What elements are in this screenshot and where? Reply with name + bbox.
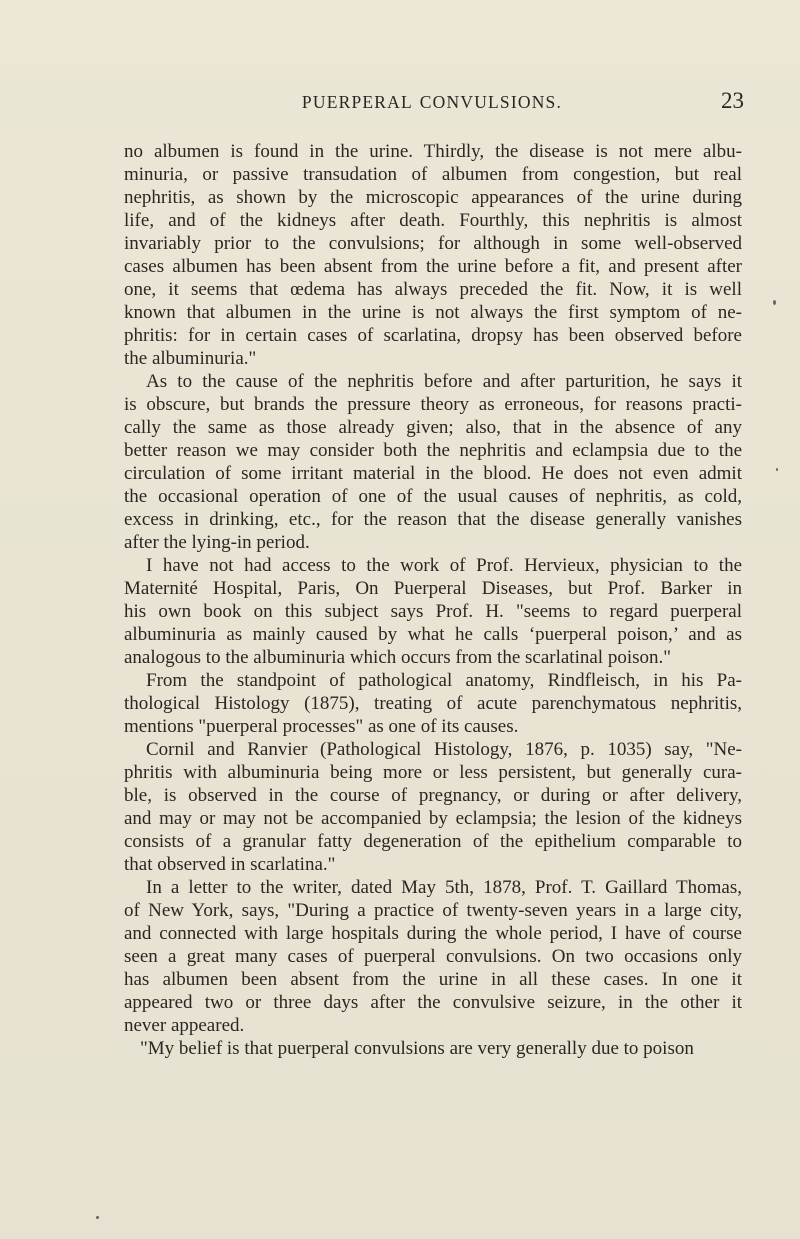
text-line: has albumen been absent from the urine in all these cases. In one it <box>124 969 742 990</box>
text-line: the occasional operation of one of the usual causes of nephritis, as cold, <box>124 486 742 507</box>
text-line: no albumen is found in the urine. Thirdly, the disease is not mere albu- <box>124 141 742 162</box>
text-line: albuminuria as mainly caused by what he calls ‘puerperal poison,’ and as <box>124 624 742 645</box>
text-line: cally the same as those already given; also, that in the absence of any <box>124 417 742 438</box>
running-header <box>124 88 744 116</box>
text-line: life, and of the kidneys after death. Fourthly, this nephritis is almost <box>124 210 742 231</box>
text-line: and connected with large hospitals during the whole period, I have of course <box>124 923 742 944</box>
paper-speck <box>96 1216 99 1219</box>
paper-speck <box>773 300 776 305</box>
text-line: after the lying-in period. <box>124 532 310 553</box>
text-line: the albuminuria." <box>124 348 257 369</box>
text-line: his own book on this subject says Prof. H. "seems to regard puerperal <box>124 601 742 622</box>
text-line: From the standpoint of pathological anatomy, Rindfleisch, in his Pa- <box>146 670 742 691</box>
text-line: one, it seems that œdema has always preceded the fit. Now, it is well <box>124 279 742 300</box>
text-line: is obscure, but brands the pressure theory as erroneous, for reasons practi- <box>124 394 742 415</box>
text-line: minuria, or passive transudation of albumen from congestion, but real <box>124 164 742 185</box>
text-line: thological Histology (1875), treating of acute parenchymatous nephritis, <box>124 693 742 714</box>
text-line: better reason we may consider both the nephritis and eclampsia due to the <box>124 440 742 461</box>
text-line: of New York, says, "During a practice of twenty-seven years in a large city, <box>124 900 742 921</box>
text-line: mentions "puerperal processes" as one of its causes. <box>124 716 519 737</box>
text-line: "My belief is that puerperal convulsions are very generally due to poison <box>140 1038 694 1059</box>
text-line: cases albumen has been absent from the urine before a fit, and present after <box>124 256 742 277</box>
text-line: nephritis, as shown by the microscopic appearances of the urine during <box>124 187 742 208</box>
text-line: invariably prior to the convulsions; for although in some well-observed <box>124 233 742 254</box>
text-line: known that albumen in the urine is not always the first symptom of ne- <box>124 302 742 323</box>
text-line: As to the cause of the nephritis before and after parturition, he says it <box>146 371 742 392</box>
text-line: excess in drinking, etc., for the reason that the disease generally vanishes <box>124 509 742 530</box>
running-title: PUERPERAL CONVULSIONS. <box>301 92 563 112</box>
text-line: I have not had access to the work of Prof. Hervieux, physician to the <box>146 555 742 576</box>
body-text <box>124 140 742 1060</box>
text-line: In a letter to the writer, dated May 5th, 1878, Prof. T. Gaillard Thomas, <box>146 877 742 898</box>
page-number: 23 <box>721 88 744 113</box>
text-line: that observed in scarlatina." <box>124 854 336 875</box>
text-line: ble, is observed in the course of pregnancy, or during or after delivery, <box>124 785 742 806</box>
text-line: never appeared. <box>124 1015 245 1036</box>
text-line: analogous to the albuminuria which occurs from the scarlatinal poison." <box>124 647 672 668</box>
text-line: phritis with albuminuria being more or less persistent, but generally cura- <box>124 762 742 783</box>
text-line: circulation of some irritant material in the blood. He does not even admit <box>124 463 742 484</box>
text-line: seen a great many cases of puerperal convulsions. On two occasions only <box>124 946 742 967</box>
text-line: Cornil and Ranvier (Pathological Histology, 1876, p. 1035) say, "Ne- <box>146 739 742 760</box>
text-line: Maternité Hospital, Paris, On Puerperal Diseases, but Prof. Barker in <box>124 578 742 599</box>
text-line: appeared two or three days after the convulsive seizure, in the other it <box>124 992 742 1013</box>
text-line: consists of a granular fatty degeneration of the epithelium comparable to <box>124 831 742 852</box>
paper-speck <box>776 468 778 471</box>
text-line: phritis: for in certain cases of scarlatina, dropsy has been observed before <box>124 325 742 346</box>
text-line: and may or may not be accompanied by eclampsia; the lesion of the kidneys <box>124 808 742 829</box>
